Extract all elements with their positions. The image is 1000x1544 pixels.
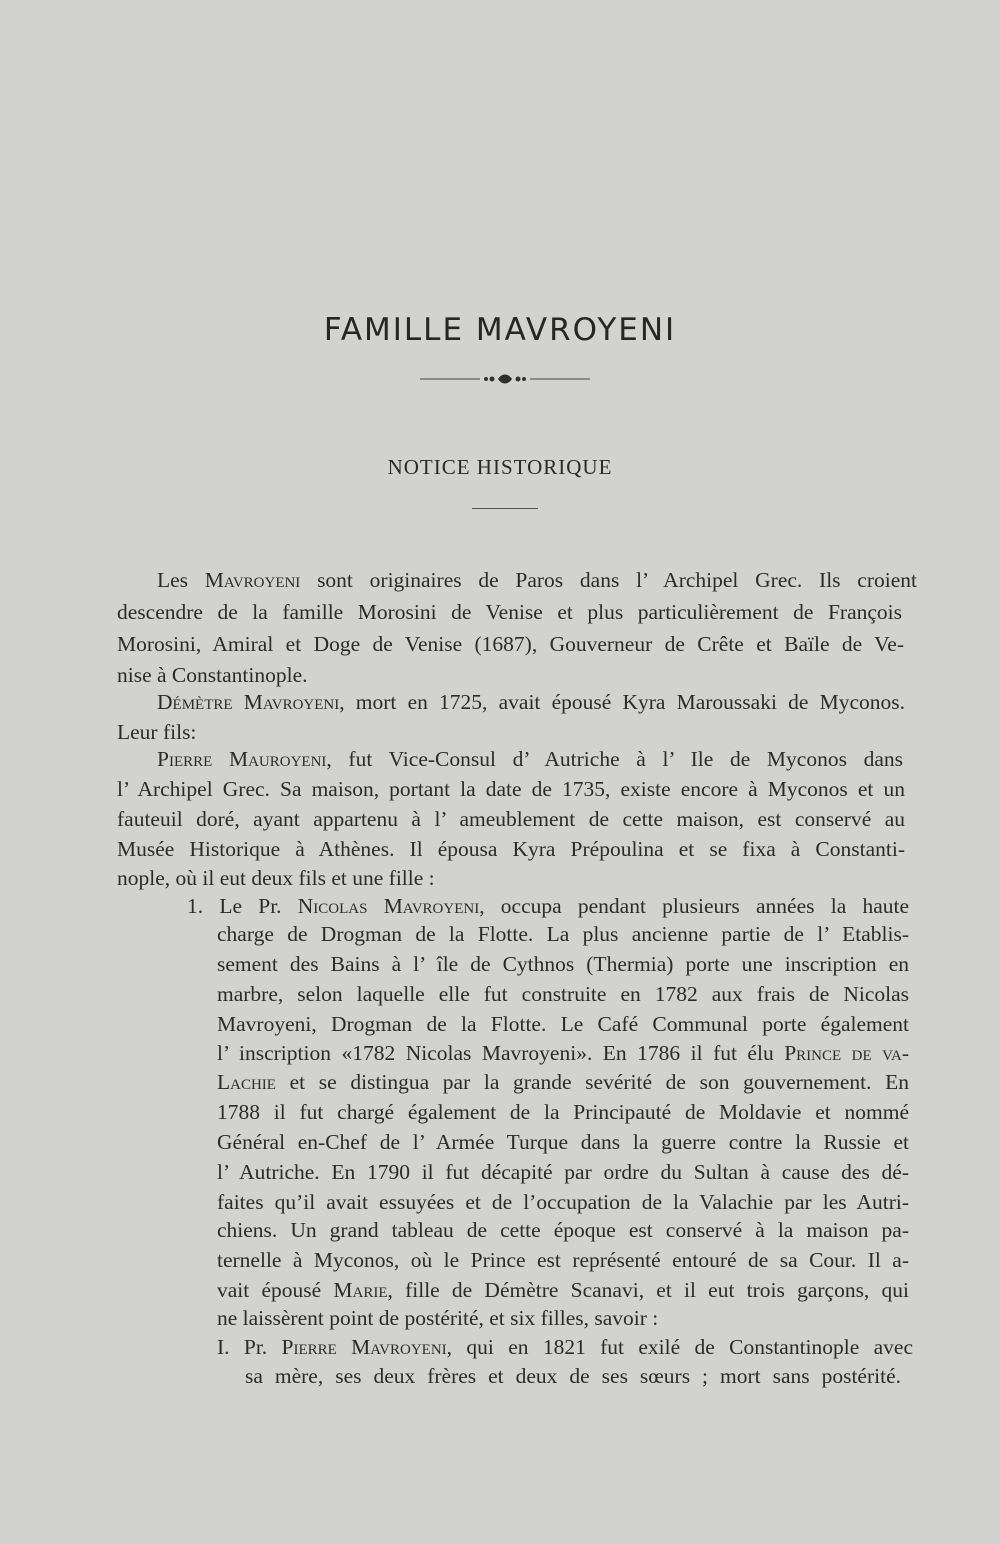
text-line: vait épousé Marie, fille de Démètre Scanavi, et il eut trois garçons, qui (217, 1278, 909, 1302)
text-line: ne laissèrent point de postérité, et six filles, savoir : (217, 1306, 659, 1330)
text-line: I. Pr. Pierre Mavroyeni, qui en 1821 fut exilé de Constantinople avec (217, 1335, 914, 1359)
text-line: Les Mavroyeni sont originaires de Paros dans l’ Archipel Grec. Ils croient (157, 568, 917, 592)
text-line: 1. Le Pr. Nicolas Mavroyeni, occupa pendant plusieurs années la haute (187, 894, 910, 918)
text-line: Leur fils: (117, 720, 197, 744)
text-line: l’ Autriche. En 1790 il fut décapité par ordre du Sultan à cause des dé- (217, 1160, 909, 1184)
text-line: Pierre Mauroyeni, fut Vice-Consul d’ Autriche à l’ Ile de Myconos dans (157, 747, 903, 771)
text-line: Musée Historique à Athènes. Il épousa Kyra Prépoulina et se fixa à Constanti- (117, 837, 905, 861)
text-line: nise à Constantinople. (117, 663, 308, 687)
text-line: sement des Bains à l’ île de Cythnos (Thermia) porte une inscription en (217, 952, 909, 976)
section-heading: NOTICE HISTORIQUE (387, 455, 613, 479)
text-line: l’ Archipel Grec. Sa maison, portant la date de 1735, existe encore à Myconos et un (117, 777, 905, 801)
text-line: faites qu’il avait essuyées et de l’occupation de la Valachie par les Autri- (217, 1190, 909, 1214)
text-line: descendre de la famille Morosini de Venise et plus particulièrement de François (117, 600, 902, 624)
text-line: Lachie et se distingua par la grande sevérité de son gouvernement. En (217, 1070, 909, 1094)
text-line: Démètre Mavroyeni, mort en 1725, avait épousé Kyra Maroussaki de Myconos. (157, 690, 905, 714)
page-title: FAMILLE MAVROYENI (323, 312, 677, 348)
text-line: Morosini, Amiral et Doge de Venise (1687), Gouverneur de Crête et Baïle de Ve- (117, 632, 904, 656)
title-ornament (420, 372, 590, 386)
text-line: nople, où il eut deux fils et une fille : (117, 866, 435, 890)
heading-rule (472, 508, 538, 509)
text-line: l’ inscription «1782 Nicolas Mavroyeni». En 1786 il fut élu Prince de va- (217, 1041, 909, 1065)
text-line: 1788 il fut chargé également de la Principauté de Moldavie et nommé (217, 1100, 909, 1124)
text-line: ternelle à Myconos, où le Prince est représenté entouré de sa Cour. Il a- (217, 1248, 909, 1272)
text-line: Général en-Chef de l’ Armée Turque dans la guerre contre la Russie et (217, 1130, 909, 1154)
text-line: charge de Drogman de la Flotte. La plus ancienne partie de l’ Etablis- (217, 922, 909, 946)
text-line: marbre, selon laquelle elle fut construite en 1782 aux frais de Nicolas (217, 982, 909, 1006)
text-line: chiens. Un grand tableau de cette époque est conservé à la maison pa- (217, 1218, 909, 1242)
text-line: Mavroyeni, Drogman de la Flotte. Le Café Communal porte également (217, 1012, 909, 1036)
text-line: sa mère, ses deux frères et deux de ses sœurs ; mort sans postérité. (245, 1364, 901, 1388)
text-line: fauteuil doré, ayant appartenu à l’ ameublement de cette maison, est conservé au (117, 807, 905, 831)
